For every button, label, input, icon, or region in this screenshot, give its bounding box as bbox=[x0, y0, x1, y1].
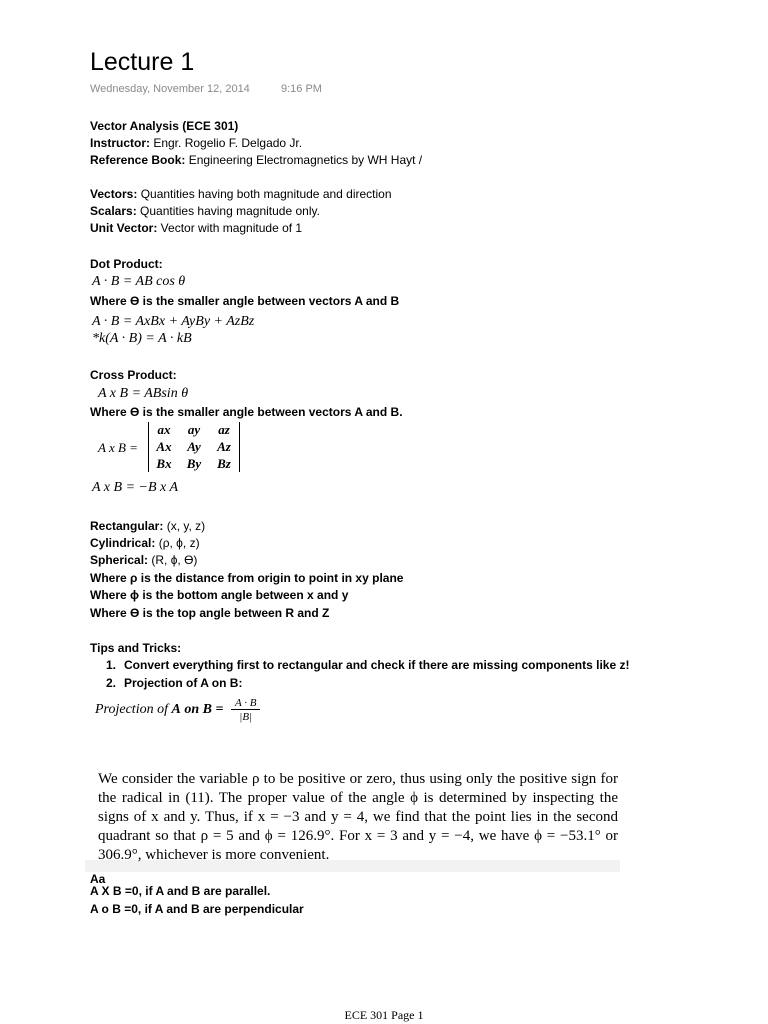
coordinate-term: Rectangular: bbox=[90, 519, 164, 533]
coordinate-text: (R, ϕ, Ө) bbox=[148, 553, 198, 567]
matrix-cell: az bbox=[218, 422, 230, 437]
cross-product-determinant bbox=[98, 422, 248, 474]
closing-line-3: A o B =0, if A and B are perpendicular bbox=[90, 902, 304, 916]
dot-product-formula-3: *k(A · B) = A · kB bbox=[92, 331, 192, 346]
coordinate-spherical bbox=[90, 552, 197, 569]
determinant-matrix bbox=[148, 422, 240, 472]
definition-text: Vector with magnitude of 1 bbox=[157, 221, 303, 235]
fraction-denominator: |B| bbox=[239, 711, 253, 723]
definition-text: Quantities having both magnitude and direction bbox=[137, 187, 392, 201]
coordinate-term: Cylindrical: bbox=[90, 536, 156, 550]
fraction-numerator: A · B bbox=[231, 697, 261, 710]
coordinate-text: (x, y, z) bbox=[163, 519, 206, 533]
cross-product-formula-2: A x B = −B x A bbox=[92, 480, 179, 495]
matrix-cell: Bx bbox=[156, 456, 172, 471]
list-text: Projection of A on B: bbox=[124, 676, 243, 690]
course-subject: Vector Analysis (ECE 301) bbox=[90, 119, 239, 133]
list-number: 2. bbox=[105, 676, 116, 690]
where-line-phi: Where ϕ is the bottom angle between x and y bbox=[90, 588, 349, 602]
reference-book: Engineering Electromagnetics by WH Hayt / bbox=[185, 153, 423, 167]
where-line-rho: Where ρ is the distance from origin to point in xy plane bbox=[90, 571, 404, 585]
reference-line bbox=[90, 152, 422, 169]
coordinate-cylindrical bbox=[90, 535, 200, 552]
matrix-cell: Ay bbox=[187, 439, 201, 454]
projection-formula bbox=[95, 697, 260, 735]
matrix-cell: Bz bbox=[217, 456, 231, 471]
matrix-cell: ay bbox=[187, 422, 201, 437]
where-line-theta: Where Ө is the top angle between R and Z bbox=[90, 606, 330, 620]
page-time: 9:16 PM bbox=[281, 83, 322, 95]
definition-text: Quantities having magnitude only. bbox=[136, 204, 320, 218]
projection-vector-b: B = bbox=[202, 702, 224, 718]
instructor-label: Instructor: bbox=[90, 136, 150, 150]
page-title: Lecture 1 bbox=[90, 48, 195, 76]
matrix-cell: ax bbox=[157, 422, 171, 437]
dot-product-note: Where Ө is the smaller angle between vectors A and B bbox=[90, 294, 400, 308]
cross-product-heading: Cross Product: bbox=[90, 368, 177, 382]
closing-line-2: A X B =0, if A and B are parallel. bbox=[90, 884, 271, 898]
coordinate-term: Spherical: bbox=[90, 553, 149, 567]
matrix-cell: Az bbox=[217, 439, 231, 454]
instructor-line bbox=[90, 135, 302, 152]
definition-term: Vectors: bbox=[90, 187, 138, 201]
tips-item-1 bbox=[90, 657, 629, 674]
closing-line-1: Aa bbox=[90, 872, 106, 886]
list-text: Convert everything first to rectangular and check if there are missing components like z! bbox=[124, 658, 630, 672]
tips-heading: Tips and Tricks: bbox=[90, 641, 182, 655]
list-number: 1. bbox=[105, 658, 116, 672]
cross-product-formula-1: A x B = ABsin θ bbox=[98, 386, 189, 401]
matrix-cell: By bbox=[186, 456, 202, 471]
reference-label: Reference Book: bbox=[90, 153, 186, 167]
determinant-lhs: A x B = bbox=[98, 440, 138, 455]
dot-product-heading: Dot Product: bbox=[90, 257, 163, 271]
cross-product-note: Where Ө is the smaller angle between vectors A and B. bbox=[90, 405, 403, 419]
tips-item-2 bbox=[90, 675, 242, 692]
book-excerpt: We consider the variable ρ to be positive or zero, thus using only the positive sign for the radical in (11). The proper value of the angle ϕ is determined by inspecting the signs of x and y. Thus, if x = −3 and y = 4, we find that the point lies in the second quadrant so that ρ = 5 and ϕ = 126.9°. For x = 3 and y = −4, we have ϕ = −53.1° or 306.9°, whichever is more convenient. bbox=[98, 771, 618, 863]
definition-vectors bbox=[90, 186, 392, 203]
projection-fraction bbox=[231, 697, 261, 723]
definition-scalars bbox=[90, 203, 320, 220]
projection-on: on bbox=[184, 702, 200, 718]
instructor-name: Engr. Rogelio F. Delgado Jr. bbox=[150, 136, 303, 150]
coordinate-rectangular bbox=[90, 518, 205, 535]
definition-term: Scalars: bbox=[90, 204, 137, 218]
projection-vector-a: A bbox=[171, 702, 181, 718]
page-date: Wednesday, November 12, 2014 bbox=[90, 83, 250, 95]
dot-product-formula-2: A · B = AxBx + AyBy + AzBz bbox=[92, 314, 255, 329]
projection-prefix: Projection of bbox=[95, 702, 168, 718]
coordinate-text: (ρ, ϕ, z) bbox=[155, 536, 200, 550]
definition-unit-vector bbox=[90, 220, 302, 237]
matrix-cell: Ax bbox=[156, 439, 172, 454]
dot-product-formula-1: A · B = AB cos θ bbox=[92, 274, 186, 289]
definition-term: Unit Vector: bbox=[90, 221, 158, 235]
page-footer: ECE 301 Page 1 bbox=[344, 1008, 424, 1022]
